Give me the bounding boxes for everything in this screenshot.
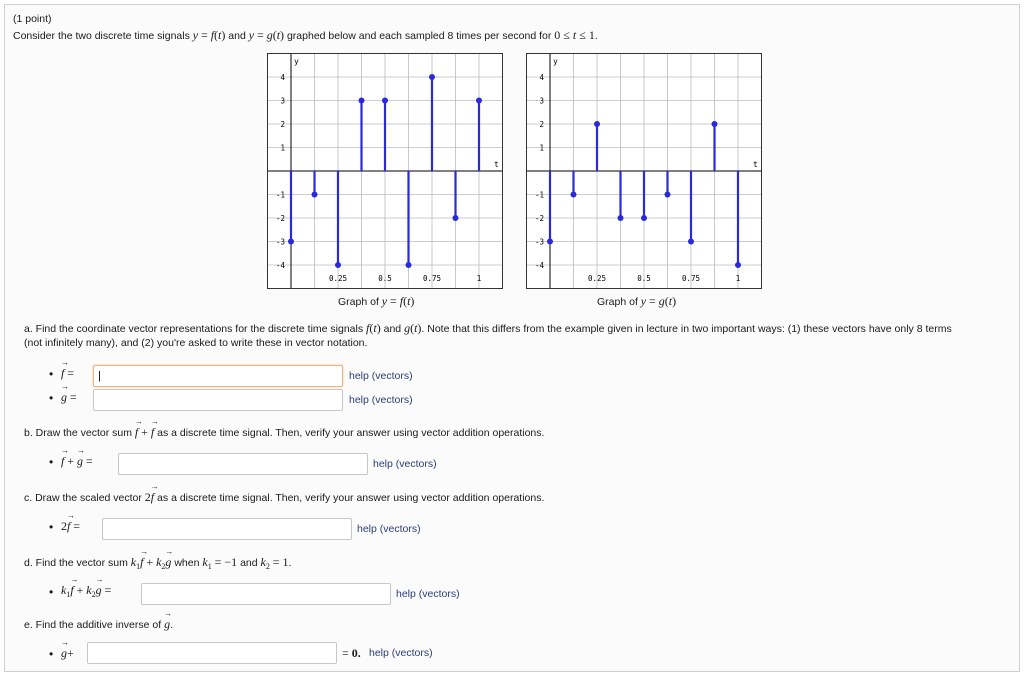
y-tick-label: 4 <box>539 73 544 82</box>
stem-point <box>359 98 365 104</box>
y-tick-label: -4 <box>275 261 285 270</box>
graph-f <box>267 53 503 289</box>
y-tick-label: 3 <box>280 96 285 106</box>
g-vector-label: → g = <box>61 390 77 405</box>
f-vector-label: → f = <box>61 366 74 381</box>
stem-point <box>429 74 435 80</box>
help-vectors-link[interactable]: help (vectors) <box>396 588 460 600</box>
y-tick-label: 2 <box>280 120 285 129</box>
y-tick-label: 1 <box>280 143 285 153</box>
y-tick-label: 4 <box>280 73 285 82</box>
y-tick-label: 3 <box>539 96 544 106</box>
graph-g-caption: Graph of y = g(t) <box>597 294 677 308</box>
y-tick-label: -2 <box>275 214 285 223</box>
stem-point <box>618 215 624 221</box>
x-tick-label: 0.5 <box>378 274 392 283</box>
stem-point <box>406 262 412 268</box>
help-vectors-link[interactable]: help (vectors) <box>373 458 437 470</box>
stem-point <box>335 262 341 268</box>
graph-g-plot <box>527 54 761 288</box>
part-e-question: e. Find the additive inverse of → g. <box>24 617 173 632</box>
help-vectors-link[interactable]: help (vectors) <box>349 370 413 382</box>
x-tick-label: 1 <box>476 274 482 283</box>
f-vector-input[interactable] <box>93 365 343 387</box>
help-vectors-link[interactable]: help (vectors) <box>369 647 433 659</box>
linear-combo-label: $k_1\to f + k_2\to g$ = <box>61 583 111 599</box>
part-a-question-line2: (not infinitely many), and (2) you're asked to write these in vector notation. <box>24 337 368 349</box>
sum-f-g-label: → f + → g = <box>61 454 93 469</box>
stem-point <box>453 215 459 221</box>
scaled-f-label: 2→ f = <box>61 519 80 534</box>
additive-inverse-label: → g+ <box>61 646 74 661</box>
x-axis-label: t <box>494 160 499 169</box>
stem-point <box>688 239 694 245</box>
x-tick-label: 1 <box>735 274 741 283</box>
g-vector-input[interactable] <box>93 389 343 411</box>
scaled-f-input[interactable] <box>102 518 352 540</box>
zero-vector-label: = 0. <box>342 646 361 660</box>
x-axis-label: t <box>753 160 758 169</box>
bullet: • <box>49 520 54 534</box>
x-tick-label: 0.25 <box>328 274 348 283</box>
help-vectors-link[interactable]: help (vectors) <box>357 523 421 535</box>
y-axis-label: y <box>294 57 299 66</box>
stem-point <box>571 192 577 198</box>
x-tick-label: 0.25 <box>587 274 607 283</box>
bullet: • <box>49 647 54 661</box>
x-tick-label: 0.75 <box>681 274 701 283</box>
y-tick-label: -3 <box>275 237 285 247</box>
bullet: • <box>49 455 54 469</box>
y-tick-label: -2 <box>534 214 544 223</box>
y-axis-label: y <box>553 57 558 66</box>
graph-f-caption: Graph of y = f(t) <box>338 294 415 308</box>
problem-container <box>4 4 1020 672</box>
y-tick-label: -4 <box>534 261 544 270</box>
stem-point <box>288 239 294 245</box>
y-tick-label: -3 <box>534 237 544 247</box>
stem-point <box>476 98 482 104</box>
sum-f-g-input[interactable] <box>118 453 368 475</box>
graph-f-plot <box>268 54 502 288</box>
bullet: • <box>49 367 54 381</box>
stem-point <box>641 215 647 221</box>
x-tick-label: 0.5 <box>637 274 651 283</box>
y-tick-label: -1 <box>275 190 285 200</box>
additive-inverse-input[interactable] <box>87 642 337 664</box>
stem-point <box>312 192 318 198</box>
problem-intro: Consider the two discrete time signals y = f(t) and y = g(t) graphed below and each sampled 8 times per second for 0 ≤ t ≤ 1. <box>13 28 598 42</box>
bullet: • <box>49 585 54 599</box>
part-b-question: b. Draw the vector sum → f + → f as a discrete time signal. Then, verify your answer using vector addition operations. <box>24 425 544 440</box>
x-tick-label: 0.75 <box>422 274 442 283</box>
part-c-question: c. Draw the scaled vector 2→ f as a discrete time signal. Then, verify your answer using vector addition operations. <box>24 490 544 505</box>
help-vectors-link[interactable]: help (vectors) <box>349 394 413 406</box>
stem-point <box>547 239 553 245</box>
stem-point <box>594 121 600 127</box>
part-a-question: a. Find the coordinate vector representations for the discrete time signals f(t) and g(t). Note that this differs from the example given in lecture in two important ways: (1) these vectors have only 8 terms <box>24 321 952 335</box>
y-tick-label: 1 <box>539 143 544 153</box>
y-tick-label: -1 <box>534 190 544 200</box>
stem-point <box>712 121 718 127</box>
linear-combo-input[interactable] <box>141 583 391 605</box>
y-tick-label: 2 <box>539 120 544 129</box>
bullet: • <box>49 391 54 405</box>
stem-point <box>665 192 671 198</box>
stem-point <box>382 98 388 104</box>
graph-g <box>526 53 762 289</box>
part-d-question: d. Find the vector sum $k_1\to f + k_2\to g$ when $k_1 = -1$ and $k_2 = 1$. <box>24 555 291 571</box>
problem-points: (1 point) <box>13 13 52 25</box>
stem-point <box>735 262 741 268</box>
